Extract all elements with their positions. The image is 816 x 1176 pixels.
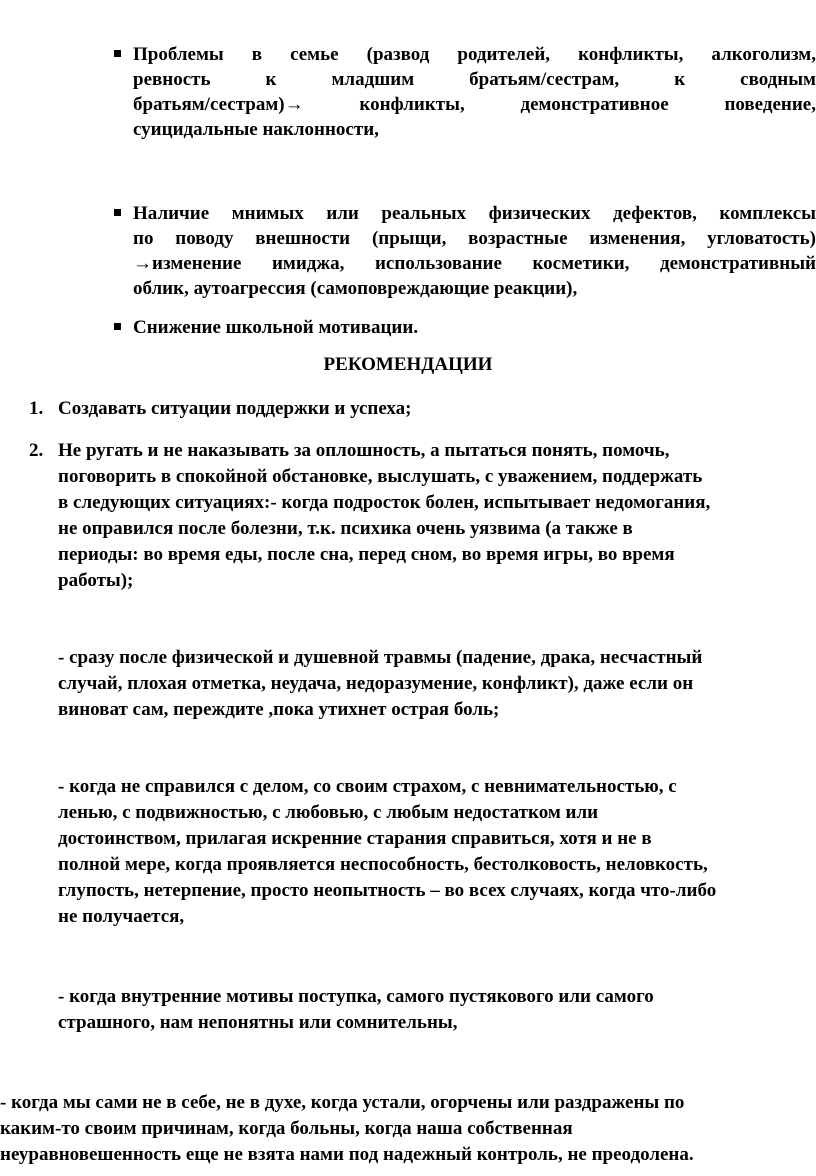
bullet-text <box>133 315 816 340</box>
numbered-line: поговорить в спокойной обстановке, выслушать, с уважением, поддержать <box>58 466 703 487</box>
paragraph-self-state <box>0 1090 694 1168</box>
paragraph-line: не получается, <box>58 906 185 927</box>
paragraph-line: - когда внутренние мотивы поступка, самого пустякового или самого <box>58 986 654 1007</box>
numbered-line: работы); <box>58 570 134 591</box>
paragraph-trauma <box>58 645 702 723</box>
bullet-text <box>133 201 816 301</box>
list-number: 1. <box>29 398 44 419</box>
numbered-item-2 <box>29 438 816 594</box>
numbered-item-1 <box>29 396 816 422</box>
bullet-line: братьям/сестрам)→ конфликты, демонстративное поведение, <box>133 94 816 115</box>
bullet-line: облик, аутоагрессия (самоповреждающие реакции), <box>133 278 578 299</box>
paragraph-line: полной мере, когда проявляется неспособность, бестолковость, неловкость, <box>58 854 708 875</box>
paragraph-line: - когда мы сами не в себе, не в духе, когда устали, огорчены или раздражены по <box>0 1092 685 1113</box>
square-bullet-icon <box>114 323 121 330</box>
paragraph-line: достоинством, прилагая искренние старания справиться, хотя и не в <box>58 828 652 849</box>
numbered-line: в следующих ситуациях:- когда подросток болен, испытывает недомогания, <box>58 492 711 513</box>
bullet-item-family-problems <box>114 42 816 142</box>
square-bullet-icon <box>114 209 121 216</box>
paragraph-line: каким-то своим причинам, когда больны, когда наша собственная <box>0 1118 573 1139</box>
bullet-line: →изменение имиджа, использование косметики, демонстративный <box>133 253 816 274</box>
paragraph-line: ленью, с подвижностью, с любовью, с любым недостатком или <box>58 802 599 823</box>
paragraph-line: глупость, нетерпение, просто неопытность – во всех случаях, когда что-либо <box>58 880 717 901</box>
numbered-text <box>58 438 816 594</box>
bullet-line: ревность к младшим братьям/сестрам, к сводным <box>133 69 816 90</box>
numbered-text <box>58 396 816 422</box>
paragraph-line: неуравновешенность еще не взята нами под надежный контроль, не преодолена. <box>0 1144 694 1165</box>
paragraph-line: страшного, нам непонятны или сомнительны, <box>58 1012 458 1033</box>
paragraph-line: - сразу после физической и душевной травмы (падение, драка, несчастный <box>58 647 703 668</box>
bullet-line: суицидальные наклонности, <box>133 119 379 140</box>
numbered-line: Не ругать и не наказывать за оплошность, а пытаться понять, помочь, <box>58 440 670 461</box>
list-number: 2. <box>29 440 44 461</box>
bullet-item-physical-defects <box>114 201 816 301</box>
bullet-line: Снижение школьной мотивации. <box>133 317 419 338</box>
paragraph-line: случай, плохая отметка, неудача, недоразумение, конфликт), даже если он <box>58 673 694 694</box>
bullet-item-school-motivation <box>114 315 816 340</box>
paragraph-line: виноват сам, переждите ,пока утихнет острая боль; <box>58 699 500 720</box>
bullet-line: Проблемы в семье (развод родителей, конфликты, алкоголизм, <box>133 44 816 65</box>
numbered-line: не оправился после болезни, т.к. психика очень уязвима (а также в <box>58 518 633 539</box>
numbered-line: периоды: во время еды, после сна, перед сном, во время игры, во время <box>58 544 675 565</box>
paragraph-line: - когда не справился с делом, со своим страхом, с невнимательностью, с <box>58 776 677 797</box>
bullet-line: по поводу внешности (прыщи, возрастные изменения, угловатость) <box>133 228 816 249</box>
section-heading: РЕКОМЕНДАЦИИ <box>323 354 493 375</box>
numbered-line: Создавать ситуации поддержки и успеха; <box>58 398 412 419</box>
bullet-line: Наличие мнимых или реальных физических дефектов, комплексы <box>133 203 816 224</box>
paragraph-failure <box>58 774 716 930</box>
bullet-text <box>133 42 816 142</box>
square-bullet-icon <box>114 50 121 57</box>
paragraph-motives <box>58 984 654 1036</box>
